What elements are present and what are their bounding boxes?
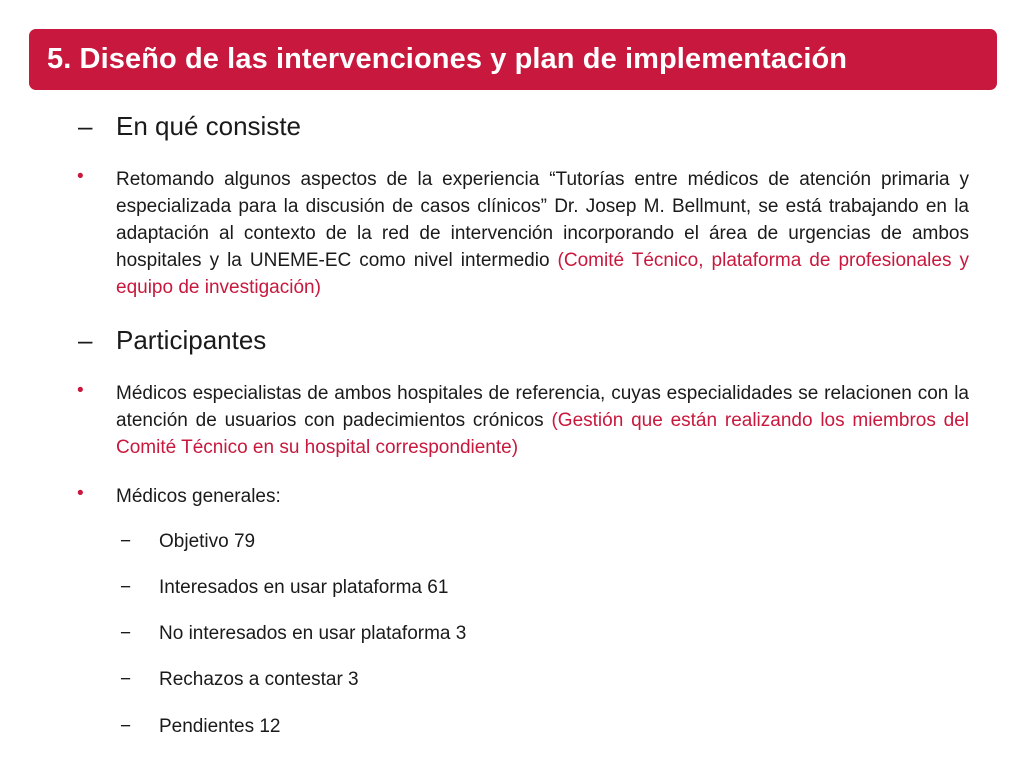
item-dash: − (120, 531, 132, 552)
item-label: No interesados en usar plataforma 3 (159, 623, 467, 644)
item-label: Interesados en usar plataforma 61 (159, 577, 449, 598)
item-label: Pendientes 12 (159, 716, 281, 737)
paragraph-text: Médicos especialistas de ambos hospitales de referencia, cuyas especialidades se relacionen con la atención de usuarios con padecimientos crónicos (116, 383, 969, 431)
paragraph-description (116, 166, 969, 301)
paragraph-text: Médicos generales: (116, 486, 281, 507)
slide-title: 5. Diseño de las intervenciones y plan de implementación (47, 43, 848, 75)
item-dash: − (120, 716, 132, 737)
item-dash: − (120, 577, 132, 598)
paragraph-generales (116, 483, 969, 510)
title-bar (29, 29, 997, 90)
heading-dash: – (78, 325, 93, 355)
paragraph-text: Retomando algunos aspectos de la experiencia “Tutorías entre médicos de atención primaria y especializada para la discusión de casos clínicos” Dr. Josep M. Bellmunt, se está trabajando en la adaptación al contexto de la red de intervención incorporando el área de urgencias de ambos hospitales y la UNEME-EC como nivel intermedio (116, 169, 969, 271)
heading-label: Participantes (116, 325, 267, 355)
item-label: Objetivo 79 (159, 531, 256, 552)
paragraph-especialistas (116, 380, 969, 461)
heading-dash: – (78, 111, 93, 141)
paragraph-highlight: (Comité Técnico, plataforma de profesionales y equipo de investigación) (116, 250, 969, 298)
bullet-marker: • (77, 166, 84, 187)
item-label: Rechazos a contestar 3 (159, 669, 359, 690)
bullet-marker: • (77, 380, 84, 401)
paragraph-highlight: (Gestión que están realizando los miembros del Comité Técnico en su hospital correspondiente) (116, 410, 969, 458)
bullet-marker: • (77, 483, 84, 504)
heading-label: En qué consiste (116, 111, 302, 141)
item-dash: − (120, 669, 132, 690)
item-dash: − (120, 623, 132, 644)
